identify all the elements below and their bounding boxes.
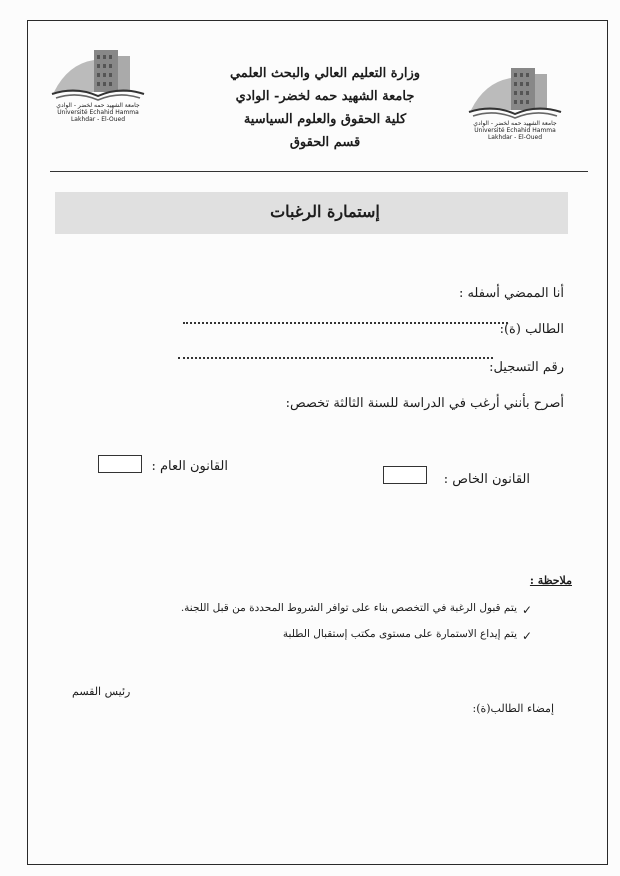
declaration-text: أصرح بأنني أرغب في الدراسة للسنة الثالثة تخصص:: [285, 396, 564, 411]
university-logo-right: [465, 60, 565, 141]
registration-number-label: رقم التسجيل:: [489, 360, 564, 375]
private-law-label: القانون الخاص :: [443, 472, 530, 487]
notes-heading: ملاحظة :: [529, 574, 572, 587]
university-line: جامعة الشهيد حمه لخضر- الوادي: [235, 89, 415, 104]
registration-number-field[interactable]: [178, 357, 493, 359]
checkmark-icon: ✓: [522, 629, 533, 643]
undersigned-label: أنا الممضي أسفله :: [458, 286, 564, 301]
faculty-line: كلية الحقوق والعلوم السياسية: [243, 112, 407, 127]
header-divider: [50, 171, 588, 172]
logo-caption-latin: Université Echahid Hamma Lakhdar - El-Oued: [57, 109, 139, 123]
ministry-line: وزارة التعليم العالي والبحث العلمي: [229, 66, 421, 81]
logo-caption-arabic: جامعة الشهيد حمه لخضر - الوادي: [473, 120, 557, 127]
student-signature-label: إمضاء الطالب(ة):: [472, 702, 554, 715]
public-law-label: القانون العام :: [151, 459, 228, 474]
university-building-icon: [48, 42, 148, 104]
logo-caption-arabic: جامعة الشهيد حمه لخضر - الوادي: [56, 102, 140, 109]
university-logo-left: [48, 42, 148, 123]
university-building-icon: [465, 60, 565, 122]
student-name-field[interactable]: [183, 322, 508, 324]
note-item: يتم إيداع الاستمارة على مستوى مكتب إستقبال الطلبة: [282, 628, 517, 640]
form-title: إستمارة الرغبات: [270, 202, 380, 221]
student-name-label: الطالب (ة):: [499, 322, 564, 337]
note-item: يتم قبول الرغبة في التخصص بناء على توافر الشروط المحددة من قبل اللجنة.: [180, 602, 517, 614]
checkmark-icon: ✓: [522, 603, 533, 617]
department-line: قسم الحقوق: [289, 135, 361, 150]
private-law-checkbox[interactable]: [383, 466, 427, 484]
public-law-checkbox[interactable]: [98, 455, 142, 473]
department-head-signature-label: رئيس القسم: [72, 685, 131, 698]
logo-caption-latin: Université Echahid Hamma Lakhdar - El-Oued: [474, 127, 556, 141]
